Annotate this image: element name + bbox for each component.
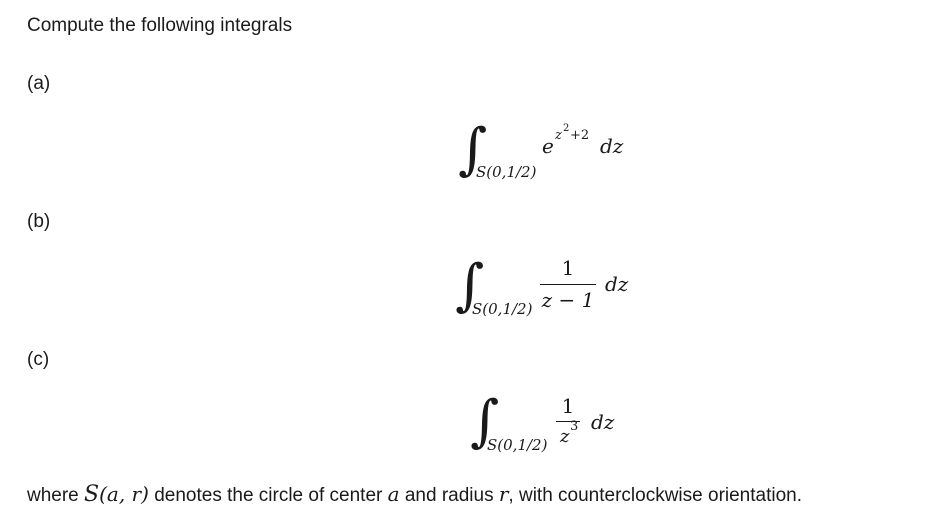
part-a-label: (a) — [27, 73, 51, 94]
fraction-c-denominator-power: 3 — [570, 419, 579, 434]
part-b-label: (b) — [27, 211, 51, 232]
footer-symbol-S: S — [84, 482, 100, 507]
fraction-b-numerator: 1 — [561, 256, 575, 280]
footer-symbol-r: r — [498, 482, 509, 506]
footer-where: where — [27, 485, 79, 506]
fraction-c-numerator: 1 — [561, 394, 575, 418]
footer-text-1: denotes the circle of center — [154, 485, 383, 506]
integrand-a-exp-power: 2 — [563, 123, 570, 134]
fraction-c-denominator-var: z — [560, 426, 570, 447]
differential-b: dz — [605, 272, 629, 296]
integrand-a-exp-rest: +2 — [570, 128, 590, 143]
fraction-b-denominator: z − 1 — [541, 288, 595, 312]
differential-c: dz — [591, 410, 615, 434]
footer-text-3: , with counterclockwise orientation. — [508, 485, 803, 506]
integral-sign-a: ∫ — [458, 117, 488, 182]
integral-sign-b: ∫ — [455, 253, 485, 318]
footer-text-2: and radius — [404, 485, 494, 506]
differential-a: dz — [600, 134, 624, 158]
integral-a-domain: S(0,1/2) — [476, 163, 537, 181]
integrand-a-exp-var: z — [555, 128, 562, 143]
integral-b-domain: S(0,1/2) — [472, 300, 533, 318]
footer-sentence — [27, 482, 802, 508]
integral-c-domain: S(0,1/2) — [487, 436, 548, 454]
page-title: Compute the following integrals — [27, 15, 293, 36]
footer-symbol-a: a — [387, 482, 400, 506]
part-c-label: (c) — [27, 349, 50, 370]
integral-sign-c: ∫ — [470, 389, 500, 454]
integrand-a-base: e — [542, 134, 554, 158]
fraction-b-bar — [540, 284, 596, 285]
footer-symbol-args: (a, r) — [99, 482, 149, 506]
